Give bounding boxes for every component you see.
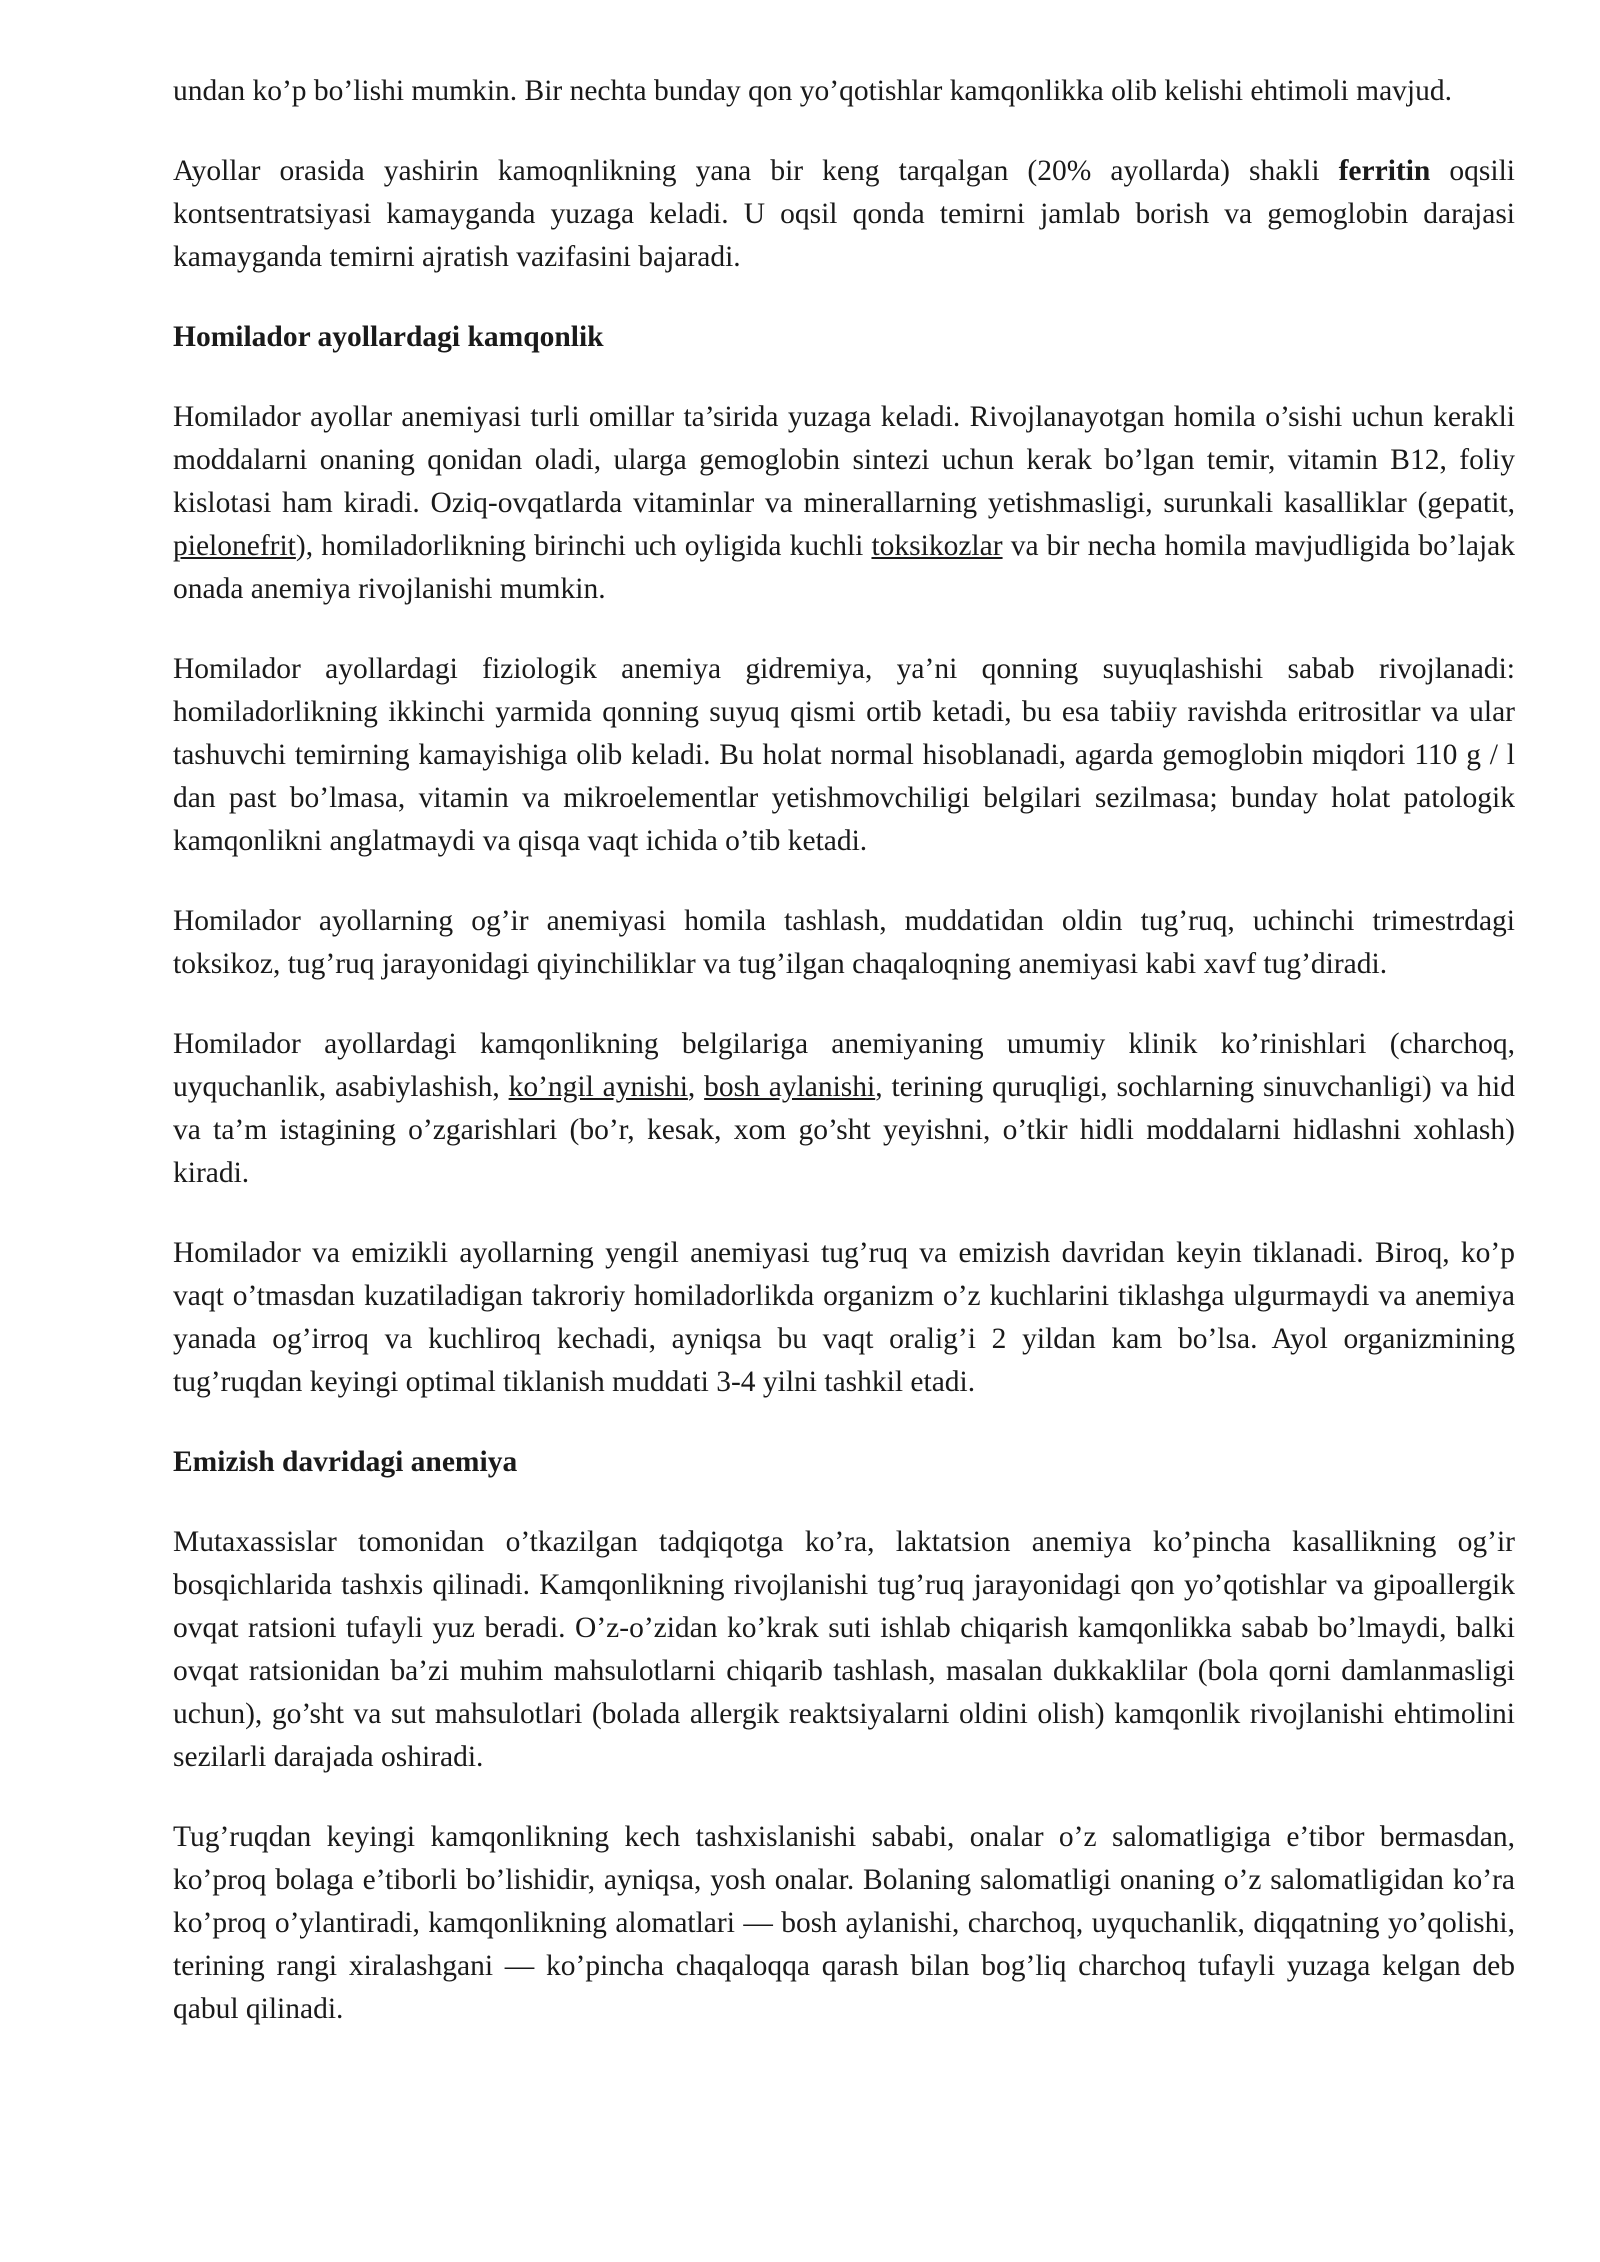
paragraph-symptoms	[173, 1023, 1515, 1195]
paragraph-late-diagnosis: Tug’ruqdan keyingi kamqonlikning kech tashxislanishi sababi, onalar o’z salomatligiga e’tibor bermasdan, ko’proq bolaga e’tiborli bo’lishidir, ayniqsa, yosh onalar. Bolaning salomatligi onaning o’z salomatligidan ko’ra ko’proq o’ylantiradi, kamqonlikning alomatlari — bosh aylanishi, charchoq, uyquchanlik, diqqatning yo’qolishi, terining rangi xiralashgani — ko’pincha chaqaloqqa qarash bilan bog’liq charchoq tufayli yuzaga kelgan deb qabul qilinadi.	[173, 1821, 1515, 2025]
text-segment: , terining quruqligi, sochlarning sinuvchanligi) va hid va ta’m istagining o’zgarishlari (bo’r, kesak, xom go’sht yeyishni, o’tkir hidli moddalarni hidlashni xohlash) kiradi.	[173, 1071, 1515, 1189]
section-heading-pregnancy-anemia: Homilador ayollardagi kamqonlik	[173, 321, 604, 353]
section-heading-lactation-anemia: Emizish davridagi anemiya	[173, 1446, 518, 1478]
document-page	[173, 70, 1515, 2068]
text-segment: ,	[687, 1071, 705, 1103]
paragraph-blood-loss: undan ko’p bo’lishi mumkin. Bir nechta bunday qon yo’qotishlar kamqonlikka olib kelishi ehtimoli mavjud.	[173, 75, 1452, 107]
link-bosh-aylanishi[interactable]: bosh aylanishi	[704, 1071, 876, 1103]
text-segment: ), homiladorlikning birinchi uch oyligida kuchli	[295, 530, 872, 562]
paragraph-lactation-research: Mutaxassislar tomonidan o’tkazilgan tadqiqotga ko’ra, laktatsion anemiya ko’pincha kasallikning og’ir bosqichlarida tashxis qilinadi. Kamqonlikning rivojlanishi tug’ruq jarayonidagi qon yo’qotishlar va gipoallergik ovqat ratsioni tufayli yuz beradi. O’z-o’zidan ko’krak suti ishlab chiqarish kamqonlikka sabab bo’lmaydi, balki ovqat ratsionidan ba’zi muhim mahsulotlarni chiqarib tashlash, masalan dukkaklilar (bola qorni damlanmasligi uchun), go’sht va sut mahsulotlari (bolada allergik reaktsiyalarni oldini olish) kamqonlik rivojlanishi ehtimolini sezilarli darajada oshiradi.	[173, 1526, 1515, 1773]
text-segment: oqsili kontsentratsiyasi kamayganda yuzaga keladi. U oqsil qonda temirni jamlab borish va gemoglobin darajasi kamayganda temirni ajratish vazifasini bajaradi.	[173, 155, 1515, 273]
paragraph-severe-anemia: Homilador ayollarning og’ir anemiyasi homila tashlash, muddatidan oldin tug’ruq, uchinchi trimestrdagi toksikoz, tug’ruq jarayonidagi qiyinchiliklar va tug’ilgan chaqaloqning anemiyasi kabi xavf tug’diradi.	[173, 905, 1515, 980]
link-toksikozlar[interactable]: toksikozlar	[871, 530, 1003, 562]
link-kongil-aynishi[interactable]: ko’ngil aynishi	[508, 1071, 688, 1103]
paragraph-recovery: Homilador va emizikli ayollarning yengil anemiyasi tug’ruq va emizish davridan keyin tiklanadi. Biroq, ko’p vaqt o’tmasdan kuzatiladigan takroriy homiladorlikda organizm o’z kuchlarini tiklashga ulgurmaydi va anemiya yanada og’irroq va kuchliroq kechadi, ayniqsa bu vaqt oralig’i 2 yildan kam bo’lsa. Ayol organizmining tug’ruqdan keyingi optimal tiklanish muddati 3-4 yilni tashkil etadi.	[173, 1237, 1515, 1398]
paragraph-ferritin	[173, 150, 1515, 279]
text-segment: Ayollar orasida yashirin kamoqnlikning yana bir keng tarqalgan (20% ayollarda) shakli	[173, 155, 1339, 187]
link-pielonefrit[interactable]: pielonefrit	[173, 530, 296, 562]
paragraph-pregnancy-causes	[173, 396, 1515, 611]
text-segment: Homilador ayollardagi kamqonlikning belgilariga anemiyaning umumiy klinik ko’rinishlari (charchoq, uyquchanlik, asabiylashish,	[173, 1028, 1515, 1103]
paragraph-physiological-anemia: Homilador ayollardagi fiziologik anemiya gidremiya, ya’ni qonning suyuqlashishi sabab rivojlanadi: homiladorlikning ikkinchi yarmida qonning suyuq qismi ortib ketadi, bu esa tabiiy ravishda eritrositlar va ular tashuvchi temirning kamayishiga olib keladi. Bu holat normal hisoblanadi, agarda gemoglobin miqdori 110 g / l dan past bo’lmasa, vitamin va mikroelementlar yetishmovchiligi belgilari sezilmasa; bunday holat patologik kamqonlikni anglatmaydi va qisqa vaqt ichida o’tib ketadi.	[173, 653, 1515, 857]
text-segment: va bir necha homila mavjudligida bo’lajak onada anemiya rivojlanishi mumkin.	[173, 530, 1515, 605]
text-segment: Homilador ayollar anemiyasi turli omillar ta’sirida yuzaga keladi. Rivojlanayotgan homila o’sishi uchun kerakli moddalarni onaning qonidan oladi, ularga gemoglobin sintezi uchun kerak bo’lgan temir, vitamin B12, foliy kislotasi ham kiradi. Oziq-ovqatlarda vitaminlar va minerallarning yetishmasligi, surunkali kasalliklar (gepatit,	[173, 401, 1515, 519]
bold-term-ferritin: ferritin	[1338, 155, 1431, 187]
